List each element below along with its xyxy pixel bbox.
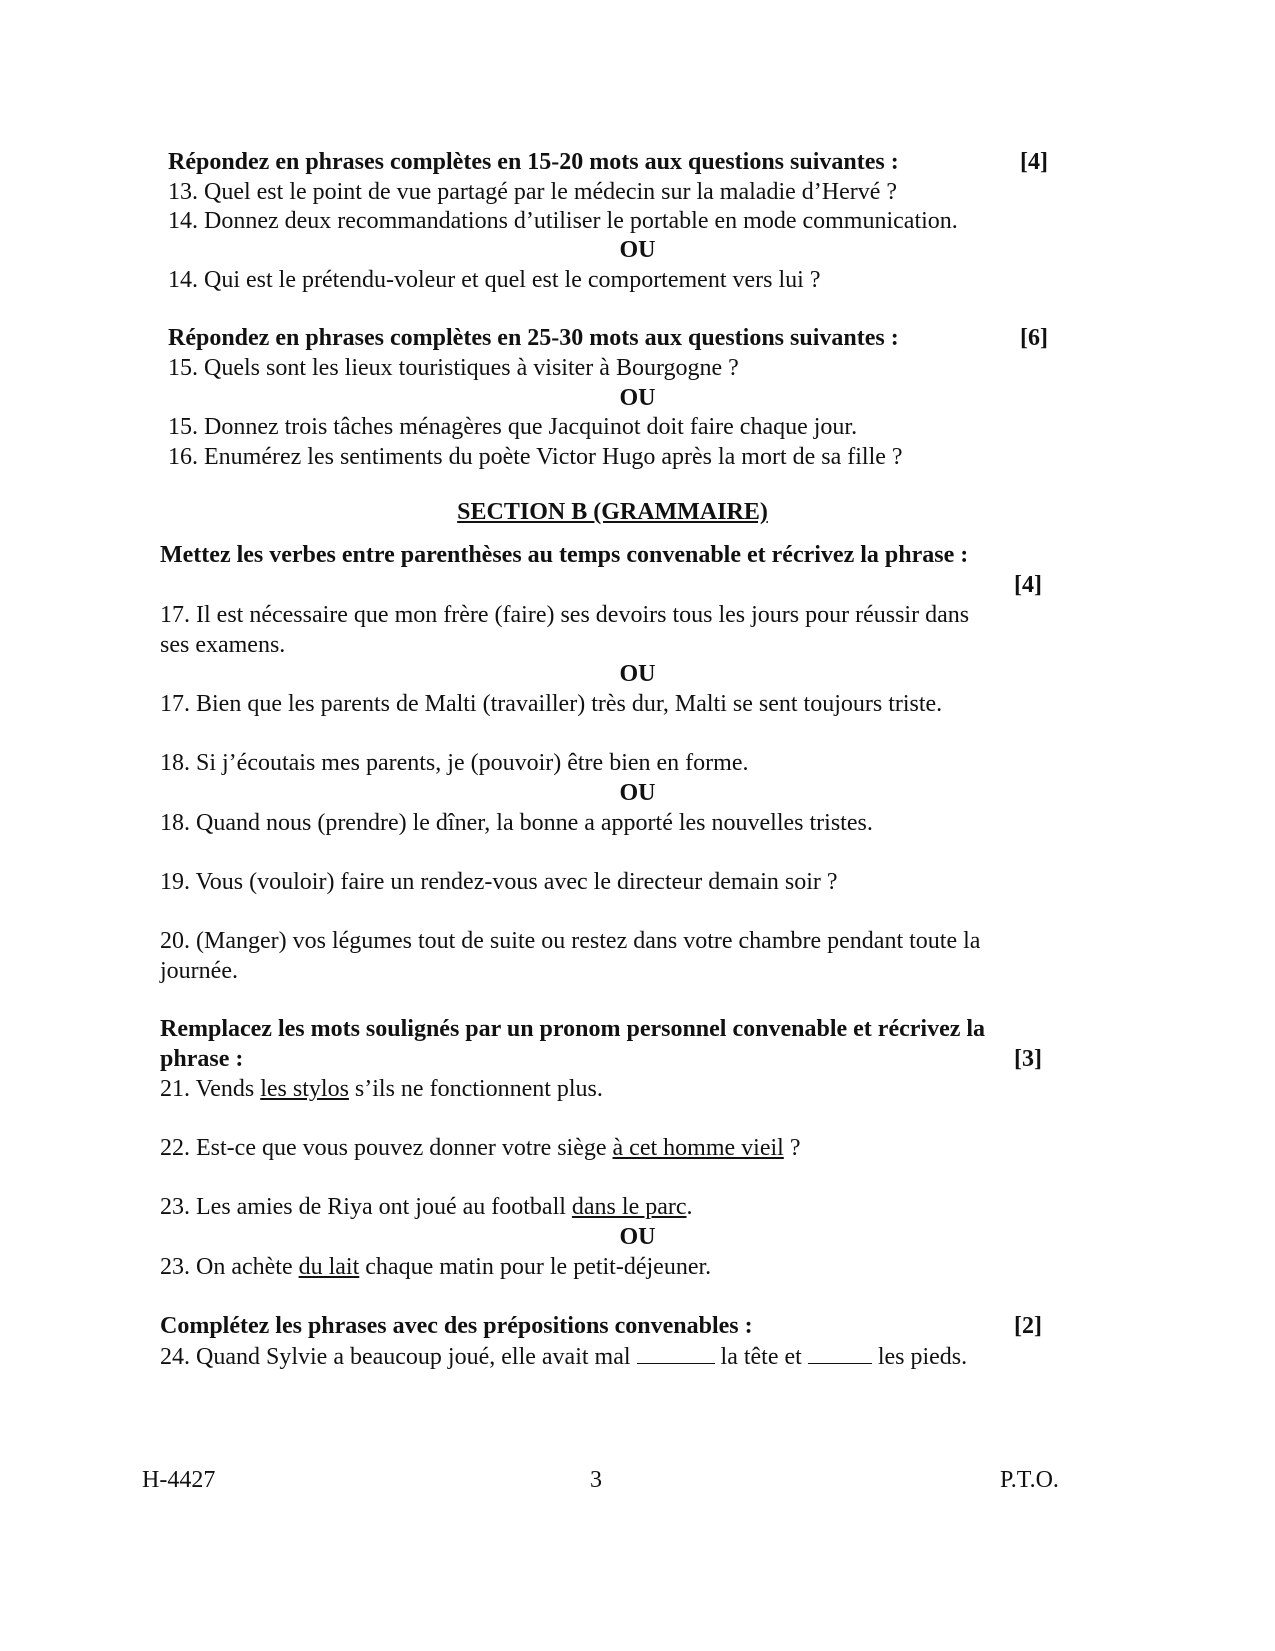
text: 22. Est-ce que vous pouvez donner votre siège	[160, 1135, 613, 1161]
ou-separator: OU	[619, 237, 656, 263]
marks-block5: [2]	[1014, 1313, 1042, 1339]
ou-separator: OU	[619, 780, 656, 806]
text: s’ils ne fonctionnent plus.	[348, 1076, 603, 1102]
marks-block4: [3]	[1014, 1046, 1042, 1072]
paper-code: H-4427	[142, 1467, 216, 1493]
text: .	[686, 1194, 693, 1220]
text: 21. Vends	[160, 1076, 261, 1102]
underlined-words: du lait	[298, 1254, 360, 1280]
question-20-line2: journée.	[160, 958, 238, 984]
answer-blank[interactable]	[637, 1341, 715, 1364]
text: chaque matin pour le petit-déjeuner.	[359, 1254, 712, 1280]
question-16: 16. Enumérez les sentiments du poète Victor Hugo après la mort de sa fille ?	[168, 444, 903, 470]
page-number: 3	[590, 1467, 602, 1493]
answer-blank[interactable]	[808, 1341, 872, 1364]
question-24	[160, 1341, 967, 1372]
ou-separator: OU	[619, 385, 656, 411]
question-17a-line1: 17. Il est nécessaire que mon frère (faire) ses devoirs tous les jours pour réussir dans	[160, 602, 970, 628]
ou-separator: OU	[619, 661, 656, 687]
question-14b: 14. Qui est le prétendu-voleur et quel est le comportement vers lui ?	[168, 267, 821, 293]
underlined-words: à cet homme vieil	[612, 1135, 784, 1161]
question-21	[160, 1074, 603, 1104]
question-15b: 15. Donnez trois tâches ménagères que Jacquinot doit faire chaque jour.	[168, 414, 858, 440]
question-19: 19. Vous (vouloir) faire un rendez-vous avec le directeur demain soir ?	[160, 869, 838, 895]
question-17a-line2: ses examens.	[160, 632, 286, 658]
instruction-25-30-words: Répondez en phrases complètes en 25-30 mots aux questions suivantes :	[168, 325, 899, 351]
question-13: 13. Quel est le point de vue partagé par le médecin sur la maladie d’Hervé ?	[168, 179, 898, 205]
underlined-words: les stylos	[260, 1076, 349, 1102]
underlined-words: dans le parc	[571, 1194, 687, 1220]
question-15a: 15. Quels sont les lieux touristiques à visiter à Bourgogne ?	[168, 355, 739, 381]
question-20-line1: 20. (Manger) vos légumes tout de suite ou restez dans votre chambre pendant toute la	[160, 928, 981, 954]
question-22	[160, 1133, 800, 1163]
instruction-15-20-words: Répondez en phrases complètes en 15-20 mots aux questions suivantes :	[168, 149, 899, 175]
section-b-title: SECTION B (GRAMMAIRE)	[457, 499, 768, 525]
instruction-pronouns-line1: Remplacez les mots soulignés par un pronom personnel convenable et récrivez la	[160, 1016, 986, 1042]
text: ?	[783, 1135, 801, 1161]
marks-block2: [6]	[1020, 325, 1048, 351]
question-17b: 17. Bien que les parents de Malti (travailler) très dur, Malti se sent toujours triste.	[160, 691, 943, 717]
pto-label: P.T.O.	[1000, 1467, 1059, 1493]
instruction-pronouns-line2: phrase :	[160, 1046, 244, 1072]
instruction-verbs: Mettez les verbes entre parenthèses au temps convenable et récrivez la phrase :	[160, 542, 969, 568]
question-18a: 18. Si j’écoutais mes parents, je (pouvoir) être bien en forme.	[160, 750, 749, 776]
question-23a	[160, 1192, 693, 1222]
text: la tête et	[714, 1344, 808, 1370]
ou-separator: OU	[619, 1224, 656, 1250]
text: 23. On achète	[160, 1254, 299, 1280]
text: les pieds.	[871, 1344, 968, 1370]
marks-block3: [4]	[1014, 572, 1042, 598]
text: 23. Les amies de Riya ont joué au football	[160, 1194, 572, 1220]
text: 24. Quand Sylvie a beaucoup joué, elle avait mal	[160, 1344, 637, 1370]
instruction-prepositions: Complétez les phrases avec des prépositions convenables :	[160, 1313, 753, 1339]
marks-block1: [4]	[1020, 149, 1048, 175]
question-14a: 14. Donnez deux recommandations d’utiliser le portable en mode communication.	[168, 208, 958, 234]
question-18b: 18. Quand nous (prendre) le dîner, la bonne a apporté les nouvelles tristes.	[160, 810, 873, 836]
question-23b	[160, 1252, 711, 1282]
